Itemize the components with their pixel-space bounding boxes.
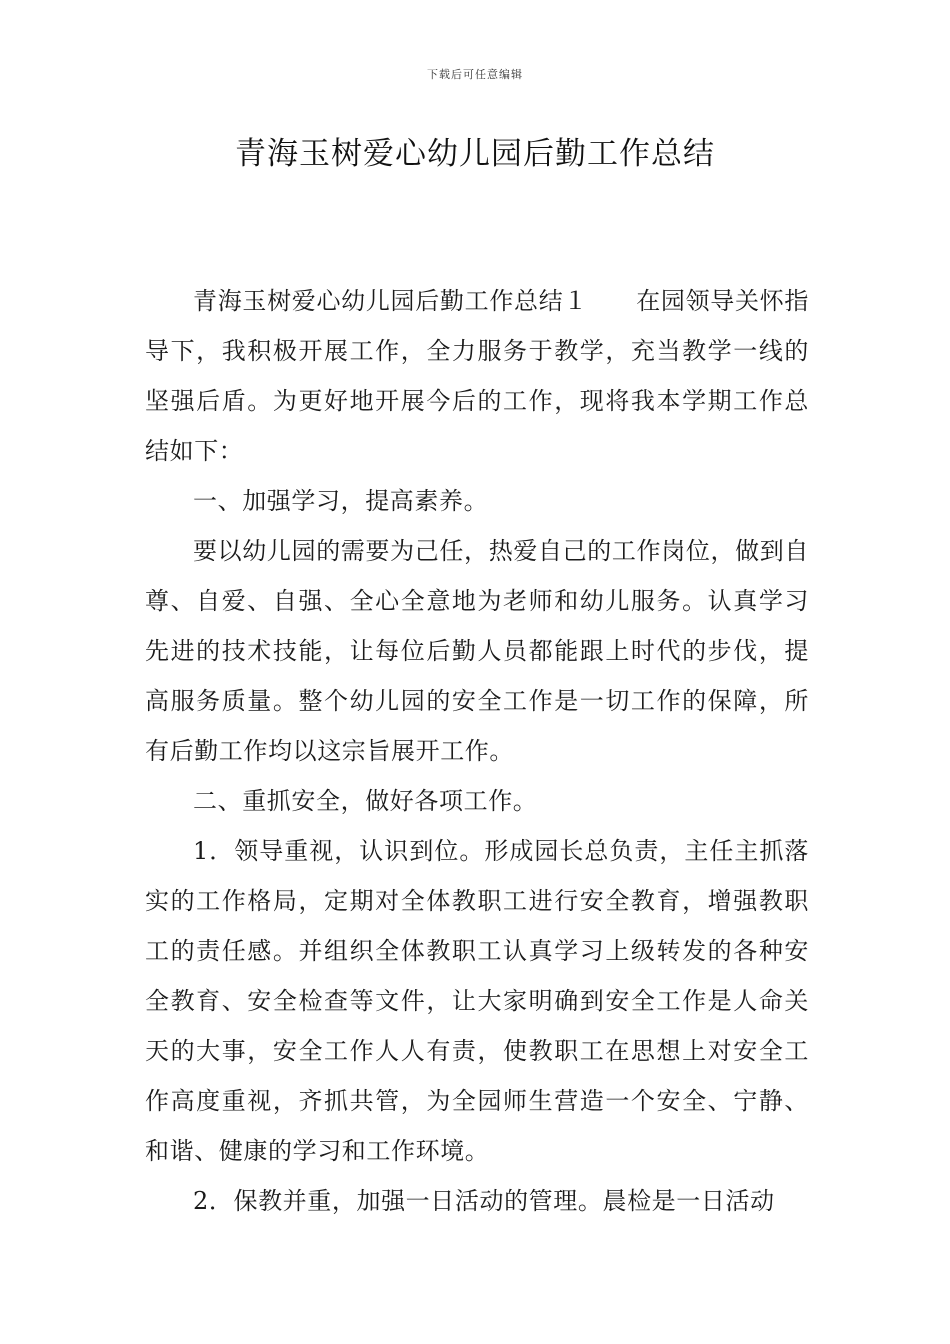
item2-paragraph: 2．保教并重，加强一日活动的管理。晨检是一日活动 xyxy=(193,1187,775,1215)
document-body xyxy=(145,276,809,1226)
page-header-note: 下载后可任意编辑 xyxy=(427,68,523,81)
document-title: 青海玉树爱心幼儿园后勤工作总结 xyxy=(235,136,715,172)
section1-paragraph: 要以幼儿园的需要为己任，热爱自己的工作岗位，做到自尊、自爱、自强、全心全意地为老师和幼儿服务。认真学习先进的技术技能，让每位后勤人员都能跟上时代的步伐，提高服务质量。整个幼儿园的安全工作是一切工作的保障，所有后勤工作均以这宗旨展开工作。 xyxy=(145,537,809,765)
section2-heading: 二、重抓安全，做好各项工作。 xyxy=(193,787,538,815)
intro-paragraph xyxy=(145,276,809,476)
item1-paragraph: 1．领导重视，认识到位。形成园长总负责，主任主抓落实的工作格局，定期对全体教职工进行安全教育，增强教职工的责任感。并组织全体教职工认真学习上级转发的各种安全教育、安全检查等文件，让大家明确到安全工作是人命关天的大事，安全工作人人有责，使教职工在思想上对安全工作高度重视，齐抓共管，为全园师生营造一个安全、宁静、和谐、健康的学习和工作环境。 xyxy=(145,837,809,1165)
intro-heading: 青海玉树爱心幼儿园后勤工作总结１ xyxy=(193,287,589,315)
intro-text: 在园领导关怀指导下，我积极开展工作，全力服务于教学，充当教学一线的坚强后盾。为更好地开展今后的工作，现将我本学期工作总结如下： xyxy=(145,287,809,465)
section1-heading: 一、加强学习，提高素养。 xyxy=(193,487,489,515)
